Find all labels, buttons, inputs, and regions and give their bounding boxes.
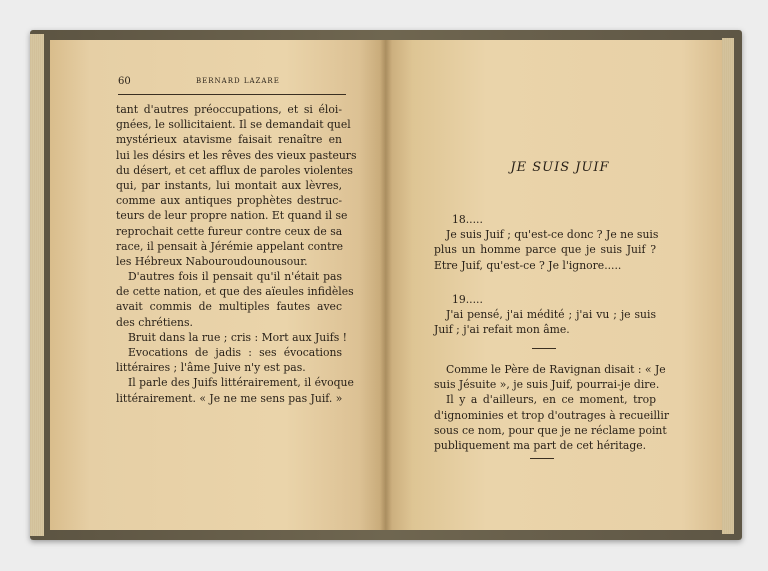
text-line: Evocations de jadis : ses évocations [128,346,342,359]
text-line: comme aux antiques prophètes destruc- [116,194,342,208]
text-line: des chrétiens. [116,315,193,329]
section-number: 18..... [452,213,483,226]
text-line: D'autres fois il pensait qu'il n'était pas [128,270,342,284]
page-edges-right [722,38,734,534]
right-page [386,40,722,530]
text-line: les Hébreux Nabouroudounousour. [116,254,308,268]
text-line: publiquement ma part de cet héritage. [434,438,647,452]
text-line: suis Jésuite », je suis Juif, pourrai-je dire. [434,378,660,392]
text-line: teurs de leur propre nation. Et quand il se [116,209,348,223]
text-line: sous ce nom, pour que je ne réclame point [434,423,667,437]
text-line: reprochait cette fureur contre ceux de sa [116,224,343,238]
running-header [118,76,346,95]
text-line: Il parle des Juifs littérairement, il évoque [128,376,354,390]
text-line: Bruit dans la rue ; cris : Mort aux Juifs ! [128,330,348,344]
text-line: gnées, le sollicitaient. Il se demandait quel [116,118,351,132]
text-line: du désert, et cet afflux de paroles violentes [116,163,353,177]
book-gutter [380,40,392,530]
text-line: littéraires ; l'âme Juive n'y est pas. [116,361,306,375]
text-line: mystérieux atavisme faisait renaître en [116,133,342,147]
text-line: qui, par instants, lui montait aux lèvres, [116,178,342,192]
section-number: 19..... [452,293,483,306]
text-line: avait commis de multiples fautes avec [116,300,342,314]
text-line: Etre Juif, qu'est-ce ? Je l'ignore..... [434,258,622,272]
text-line: de cette nation, et que des aïeules infidèles [116,285,354,299]
text-line: littérairement. « Je ne me sens pas Juif. » [116,391,343,405]
section-18 [434,212,659,273]
page-edges-left [30,34,44,536]
left-page-text [116,102,357,406]
page-number: 60 [118,76,131,87]
section-19 [434,292,656,338]
text-line: Juif ; j'ai refait mon âme. [434,323,570,337]
text-line: plus un homme parce que je suis Juif ? [434,243,656,257]
running-head: BERNARD LAZARE [196,77,280,85]
text-line: Il y a d'ailleurs, en ce moment, trop [446,393,656,407]
text-line: J'ai pensé, j'ai médité ; j'ai vu ; je suis [446,308,656,322]
end-divider [530,458,554,459]
text-line: lui les désirs et les rêves des vieux pasteurs [116,148,357,162]
text-line: Comme le Père de Ravignan disait : « Je [446,363,666,376]
text-line: race, il pensait à Jérémie appelant contre [116,239,343,253]
chapter-title: JE SUIS JUIF [510,160,610,175]
text-line: tant d'autres préoccupations, et si éloi- [116,103,342,116]
section-divider [532,348,556,349]
text-line: d'ignominies et trop d'outrages à recueillir [434,408,669,422]
text-line: Je suis Juif ; qu'est-ce donc ? Je ne suis [446,228,659,242]
closing-paragraph [434,362,669,453]
